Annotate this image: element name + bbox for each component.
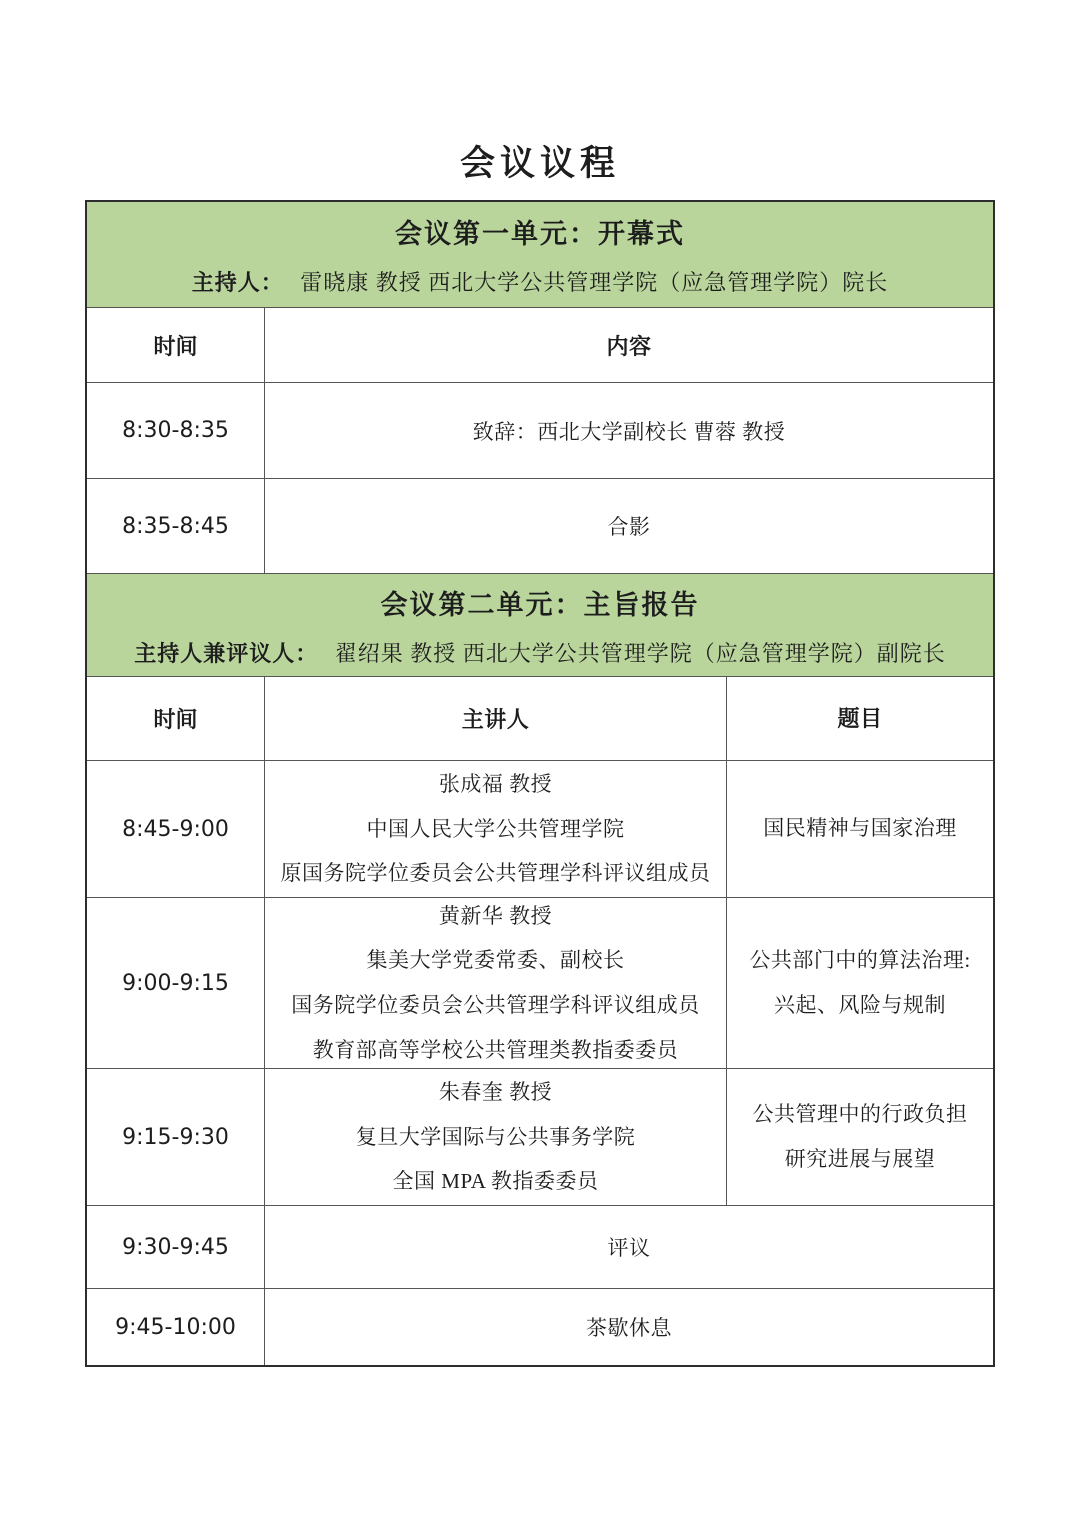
content-cell: 致辞：西北大学副校长 曹蓉 教授 [472, 419, 786, 444]
table-row [87, 760, 993, 897]
section-1-host-label: 主持人： [191, 270, 284, 295]
time-cell: 9:45-10:00 [87, 1289, 265, 1365]
table-row [87, 1205, 993, 1288]
table-row [87, 1068, 993, 1205]
table-row [87, 1288, 993, 1365]
topic-cell: 公共管理中的行政负担研究进展与展望 [752, 1101, 968, 1171]
topic-cell: 国民精神与国家治理 [763, 816, 957, 841]
document-title: 会议议程 [459, 144, 620, 183]
column-header-time: 时间 [87, 677, 265, 760]
table-1-header-row [87, 307, 993, 382]
section-1-band [87, 202, 993, 307]
speaker-line: 复旦大学国际与公共事务学院 [355, 1124, 636, 1149]
speaker-line: 原国务院学位委员会公共管理学科评议组成员 [280, 861, 711, 886]
time-cell: 8:30-8:35 [87, 383, 265, 478]
column-header-time: 时间 [87, 308, 265, 382]
table-row [87, 897, 993, 1068]
column-header-speaker: 主讲人 [265, 677, 727, 760]
agenda-table [85, 200, 995, 1367]
column-header-topic: 题目 [837, 705, 883, 731]
table-row [87, 382, 993, 478]
section-2-host-value: 翟绍果 教授 西北大学公共管理学院（应急管理学院）副院长 [334, 640, 946, 666]
time-cell: 9:15-9:30 [87, 1069, 265, 1205]
section-2-band [87, 573, 993, 676]
speaker-cell [265, 761, 727, 897]
speaker-line: 全国 MPA 教指委委员 [392, 1169, 599, 1194]
content-cell: 合影 [607, 515, 651, 539]
column-header-content: 内容 [606, 333, 652, 359]
section-1-host-value: 雷晓康 教授 西北大学公共管理学院（应急管理学院）院长 [300, 270, 889, 295]
speaker-line: 张成福 教授 [438, 772, 553, 797]
speaker-line: 中国人民大学公共管理学院 [366, 816, 625, 841]
time-cell: 8:35-8:45 [87, 479, 265, 573]
time-cell: 9:30-9:45 [87, 1206, 265, 1288]
content-cell: 评议 [607, 1236, 651, 1260]
speaker-cell [265, 1069, 727, 1205]
section-2-host-label: 主持人兼评议人： [134, 640, 319, 666]
speaker-cell [265, 898, 727, 1068]
table-row [87, 478, 993, 573]
time-cell: 8:45-9:00 [87, 761, 265, 897]
section-2-title: 会议第二单元：主旨报告 [380, 589, 700, 620]
speaker-line: 朱春奎 教授 [438, 1080, 553, 1105]
topic-cell: 公共部门中的算法治理:兴起、风险与规制 [749, 947, 971, 1017]
section-1-title: 会议第一单元：开幕式 [395, 219, 685, 249]
speaker-line: 黄新华 教授 [438, 903, 553, 928]
speaker-line: 集美大学党委常委、副校长 [366, 948, 625, 973]
section-1-host-line [192, 266, 889, 297]
speaker-line: 教育部高等学校公共管理类教指委委员 [312, 1037, 679, 1062]
content-cell: 茶歇休息 [586, 1316, 672, 1340]
speaker-line: 国务院学位委员会公共管理学科评议组成员 [291, 993, 700, 1017]
time-cell: 9:00-9:15 [87, 898, 265, 1068]
table-2-header-row [87, 676, 993, 760]
section-2-host-line [134, 637, 946, 668]
